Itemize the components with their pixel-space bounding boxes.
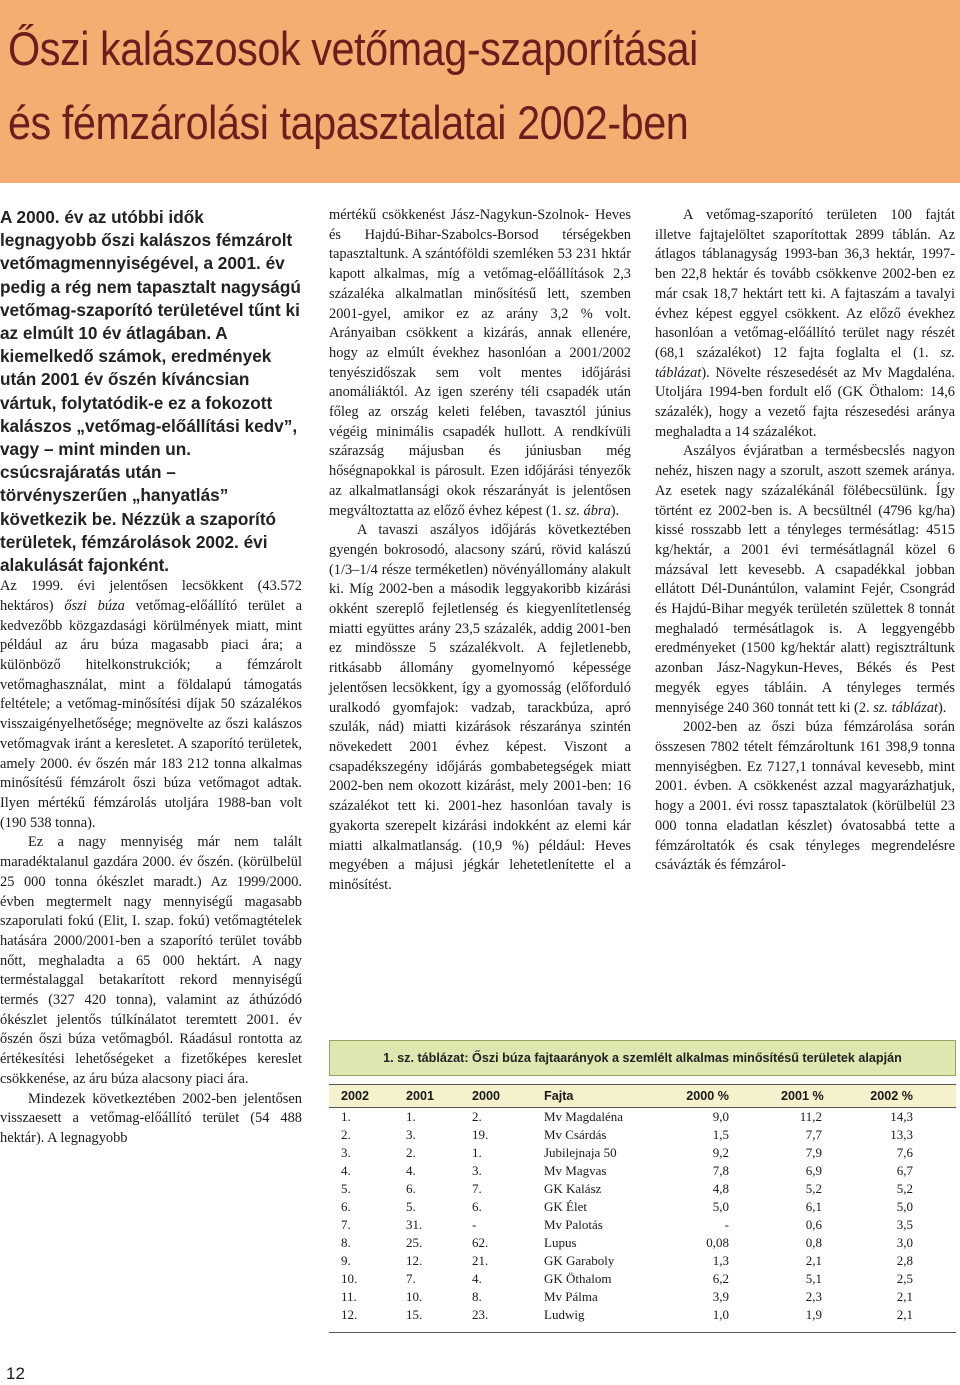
rank-2000: 3.: [472, 1163, 482, 1178]
lead-paragraph: A 2000. év az utóbbi idők legnagyobb őszi kalászos fémzárolt vetőmagmennyiségével, a 2001. év pedig a rég nem tapasztalt nagyságú vetőmag-szaporító területével tűnt ki az elmúlt 10 év átlagában. A kiemelkedő számok, eredmények után 2001 év őszén kíváncsian vártuk, folytatódik-e ez a fokozott kalászos „vetőmag-előállítási kedv”, vagy – mint minden un. csúcsrajáratás után – törvényszerűen „hanyatlás” következik be. Nézzük a szaporító területek, fémzárolások 2002. évi alakulását fajonként.: [0, 207, 301, 576]
variety-name: GK Kalász: [544, 1181, 602, 1196]
header-2002: 2002: [341, 1089, 370, 1103]
share-2001: 2,3: [805, 1289, 822, 1304]
rank-2001: 12.: [406, 1253, 423, 1268]
column-2: [329, 206, 631, 896]
variety-name: GK Öthalom: [544, 1271, 612, 1286]
table-row: [329, 1144, 956, 1162]
rank-2000: -: [472, 1217, 477, 1232]
header-variety: Fajta: [544, 1089, 574, 1103]
col1-paragraph-3: Mindezek következtében 2002-ben jelentősen visszaesett a vetőmag-előállító terület (54 488 hektár). A legnagyobb: [0, 1090, 302, 1146]
share-2000: 9,0: [712, 1109, 729, 1124]
variety-name: Mv Csárdás: [544, 1127, 607, 1142]
rank-2002: 5.: [341, 1181, 351, 1196]
variety-name: GK Élet: [544, 1199, 587, 1214]
table-row: [329, 1306, 956, 1324]
share-2002: 7,6: [896, 1145, 913, 1160]
share-2001: 5,2: [805, 1181, 822, 1196]
share-2002: 3,0: [896, 1235, 913, 1250]
title-banner: [0, 0, 960, 183]
rank-2000: 21.: [472, 1253, 489, 1268]
table-row: [329, 1108, 956, 1126]
share-2000: 5,0: [712, 1199, 729, 1214]
page-number: 12: [6, 1364, 25, 1383]
table-row: [329, 1234, 956, 1252]
variety-name: Jubilejnaja 50: [544, 1145, 617, 1160]
share-2002: 2,1: [896, 1307, 913, 1322]
rank-2001: 25.: [406, 1235, 423, 1250]
variety-name: Ludwig: [544, 1307, 585, 1322]
rank-2001: 4.: [406, 1163, 416, 1178]
rank-2001: 3.: [406, 1127, 416, 1142]
share-2002: 2,5: [896, 1271, 913, 1286]
col1-paragraph-2: Ez a nagy mennyiség már nem talált maradéktalanul gazdára 2000. év őszén. (körülbelül 25 000 tonna ókészlet maradt.) Az 1999/2000. évben megtermelt nagy mennyiségű magasabb szaporulati fokú (Elit, I. szap. fokú) vetőmagtételek hatására 2000/2001-ben a szaporító terület tovább nőtt, meghaladta a 65 000 hektárt. A nagy terméstalaggal betakarított rekord mennyiségű termés (327 420 tonna), valamint az áthúzódó ókészlet jelentős túlkínálatot teremtett 2001. év őszén őszi búza vetőmagból. Ráadásul rontotta az értékesítési lehetőségeket a fizetőképes kereslet csökkenése, az áru búza alacsony piaci ára.: [0, 834, 302, 1087]
table-row: [329, 1126, 956, 1144]
rank-2001: 2.: [406, 1145, 416, 1160]
rank-2002: 4.: [341, 1163, 351, 1178]
header-2000-percent: 2000 %: [686, 1089, 729, 1103]
rank-2002: 7.: [341, 1217, 351, 1232]
table-row: [329, 1252, 956, 1270]
rank-2000: 62.: [472, 1235, 489, 1250]
table-bottom-rule: [329, 1332, 956, 1333]
rank-2000: 23.: [472, 1307, 489, 1322]
rank-2002: 8.: [341, 1235, 351, 1250]
col3-paragraph-3: 2002-ben az őszi búza fémzárolása során összesen 7802 tételt fémzároltunk 161 398,9 tonna mennyiségben. Ez 7127,1 tonnával kevesebb, mint 2001. évben. A csökkenést azzal magyarázhatjuk, hogy a 2001. évi rossz tapasztalatok (körülbelül 23 000 tonna eladatlan készlet) óvatosabbá tette a fémzároltatók és csak tényleges megrendelésre csávázták és fémzárol-: [655, 719, 955, 874]
share-2001: 5,1: [805, 1271, 822, 1286]
variety-name: Mv Palotás: [544, 1217, 603, 1232]
share-2002: 5,2: [896, 1181, 913, 1196]
rank-2000: 8.: [472, 1289, 482, 1304]
table-row: [329, 1180, 956, 1198]
rank-2002: 1.: [341, 1109, 351, 1124]
share-2001: 0,6: [805, 1217, 822, 1232]
share-2002: 13,3: [890, 1127, 913, 1142]
share-2002: 6,7: [896, 1163, 913, 1178]
rank-2002: 6.: [341, 1199, 351, 1214]
share-2001: 0,8: [805, 1235, 822, 1250]
rank-2001: 31.: [406, 1217, 423, 1232]
col3-paragraph-2: Aszályos évjáratban a termésbecslés nagyon nehéz, hiszen nagy a szorult, aszott szemek aránya. Az esetek nagy százalékánál fölébecsülünk. Így történt ez 2002-ben is. A becsültnél (4796 kg/ha) kissé rosszabb lett a tényleges termésátlag: 4515 kg/hektár, a 2001 évi termésátlagnál közel 6 mázsával lett kevesebb. A csapadékkal jobban ellátott Dél-Dunántúlon, valamint Fejér, Csongrád és Hajdú-Bihar megyék területén születtek 8 tonnát meghaladó termésátlagok is. A leggyengébb eredményeket (1500 kg/hektár alatt) regisztráltunk azonban Jász-Nagykun-Heves, Békés és Pest megyék egyes tábláin. A tényleges termés mennyisége 240 360 tonnát tett ki (2. sz. táblázat).: [655, 443, 955, 716]
share-2001: 2,1: [805, 1253, 822, 1268]
share-2000: 1,3: [712, 1253, 729, 1268]
rank-2000: 7.: [472, 1181, 482, 1196]
table-row: [329, 1270, 956, 1288]
column-3: [655, 206, 955, 876]
rank-2002: 10.: [341, 1271, 358, 1286]
table-row: [329, 1198, 956, 1216]
share-2001: 1,9: [805, 1307, 822, 1322]
variety-name: GK Garaboly: [544, 1253, 615, 1268]
rank-2000: 19.: [472, 1127, 489, 1142]
variety-name: Mv Pálma: [544, 1289, 598, 1304]
rank-2002: 11.: [341, 1289, 357, 1304]
share-2000: 1,0: [712, 1307, 729, 1322]
table-title: 1. sz. táblázat: Őszi búza fajtaarányok a szemlélt alkalmas minősítésű területek alapján: [329, 1040, 956, 1076]
share-2000: 9,2: [712, 1145, 729, 1160]
share-2001: 7,9: [805, 1145, 822, 1160]
column-1: [0, 206, 302, 1149]
share-2000: 6,2: [712, 1271, 729, 1286]
rank-2002: 12.: [341, 1307, 358, 1322]
share-2000: -: [724, 1217, 729, 1232]
rank-2001: 15.: [406, 1307, 423, 1322]
share-2002: 14,3: [890, 1109, 913, 1124]
share-2002: 3,5: [896, 1217, 913, 1232]
share-2001: 6,1: [805, 1199, 822, 1214]
table-header-row: [329, 1084, 956, 1108]
variety-name: Mv Magdaléna: [544, 1109, 624, 1124]
table-row: [329, 1162, 956, 1180]
col3-paragraph-1: A vetőmag-szaporító területen 100 fajtát illetve fajtajelöltet szaporítottak 2899 táblán. Az átlagos táblanagyság 1993-ban 36,3 hektár, 1997-ben 22,8 hektár és tovább csökkenve 2002-ben ez már csak 18,7 hektárt tett ki. A fajtaszám a tavalyi évhez képest eggyel csökkent. Az előző évekhez hasonlóan a vetőmag-előállító terület nagy részét (68,1 százalékot) 12 fajta foglalta el (1. sz. táblázat). Növelte részesedését az Mv Magdaléna. Utoljára 1994-ben fordult elő (GK Öthalom: 14,6 százalék), hogy a vezető fajta részesedési aránya meghaladta a 14 százalékot.: [655, 207, 955, 440]
rank-2000: 6.: [472, 1199, 482, 1214]
share-2002: 5,0: [896, 1199, 913, 1214]
variety-share-table: [329, 1040, 956, 1336]
rank-2001: 1.: [406, 1109, 416, 1124]
header-2001: 2001: [406, 1089, 435, 1103]
article-title-line-2: és fémzárolási tapasztalatai 2002-ben: [8, 96, 689, 149]
header-2002-percent: 2002 %: [870, 1089, 913, 1103]
header-2000: 2000: [472, 1089, 501, 1103]
rank-2002: 9.: [341, 1253, 351, 1268]
share-2000: 0,08: [706, 1235, 729, 1250]
col2-paragraph-2: A tavaszi aszályos időjárás következtében gyengén bokrosodó, alacsony szárú, rövid kalászú (1/3–1/4 része terméketlen) növényállomány alakult ki. Míg 2002-ben a második leggyakoribb kizárási okként szereplő fejletlenség és kiegyenlítetlenség miatti együttes arány 23,5 százalék, addig 2001-ben ez mindössze 5 százalékvolt. A fejletlenebb, ritkásabb állomány gyomelnyomó képessége jelentősen lecsökkent, így a gyomosság (előforduló uralkodó gyomfajok: vadzab, tarackbúza, apró szulák, nád) miatti kizárások részaránya szintén növekedett 2001 évhez képest. Viszont a csapadékszegény időjárás gombabetegségek miatt 2002-ben nem okozott kizárást, mely 2001-ben: 16 százalékot tett ki. 2001-hez hasonlóan tavaly is gyakorta szerepelt kizárási indokként az elemi kár miatti alkalmatlanság. (10,9 %) például: Heves megyében a májusi jégkár lehetetlenítette el a minősítést.: [329, 522, 631, 893]
variety-name: Mv Magvas: [544, 1163, 607, 1178]
share-2002: 2,8: [896, 1253, 913, 1268]
rank-2000: 2.: [472, 1109, 482, 1124]
share-2001: 6,9: [805, 1163, 822, 1178]
rank-2001: 7.: [406, 1271, 416, 1286]
rank-2001: 6.: [406, 1181, 416, 1196]
rank-2001: 10.: [406, 1289, 423, 1304]
variety-name: Lupus: [544, 1235, 577, 1250]
rank-2002: 3.: [341, 1145, 351, 1160]
rank-2000: 1.: [472, 1145, 482, 1160]
table-row: [329, 1216, 956, 1234]
article-title: [8, 12, 839, 160]
col2-paragraph-1: mértékű csökkenést Jász-Nagykun-Szolnok- Heves és Hajdú-Bihar-Szabolcs-Borsod térségekben tapasztaltunk. A szántóföldi szemléken 53 231 hktár kapott alkalmas, míg a vetőmag-előállítások 2,3 százaléka alkalmatlan minősítésű lett, szemben 2001-gyel, amikor ez az arány 3,2 % volt. Arányaiban csökkent a kizárás, annak ellenére, hogy az elmúlt évekhez hasonlóan a 2001/2002 tenyészidőszak sem volt mentes időjárási anomáliáktól. Az igen szerény téli csapadék után főleg az ország keleti felében, tavasztól június végéig minimális csapadék hullott. A rendkívüli szárazság májusban és júniusban még hőségnapokkal is párosult. Ezen időjárási tényezők az alkalmatlansági okok részarányát is jelentősen megváltoztatta az előző évhez képest (1. sz. ábra).: [329, 207, 631, 519]
share-2000: 1,5: [712, 1127, 729, 1142]
header-2001-percent: 2001 %: [781, 1089, 824, 1103]
rank-2000: 4.: [472, 1271, 482, 1286]
table-body: [329, 1108, 956, 1324]
rank-2002: 2.: [341, 1127, 351, 1142]
rank-2001: 5.: [406, 1199, 416, 1214]
article-title-line-1: Őszi kalászosok vetőmag-szaporításai: [8, 22, 698, 75]
share-2000: 4,8: [712, 1181, 729, 1196]
share-2001: 7,7: [805, 1127, 822, 1142]
col1-paragraph-1: Az 1999. évi jelentősen lecsökkent (43.572 hektáros) őszi búza vetőmag-előállító terület a kedvezőbb közgazdasági körülmények miatt, mint például az áru búza magasabb piaci ára; a különböző hitelkonstrukciók; a fémzárolt vetőmaghasználat, mint a földalapú támogatás feltétele; a vetőmag-minősítési díjak 50 százalékos visszaigényelhetősége; megnövelte az őszi kalászos vetőmagvak iránt a keresletet. A szaporító területek, amely 2000. év őszén már 183 212 tonna alkalmas minősítésű fémzárolt őszi búza vetőmagot adtak. Ilyen mértékű fémzárolás utoljára 1988-ban volt (190 538 tonna).: [0, 578, 302, 831]
table-row: [329, 1288, 956, 1306]
share-2001: 11,2: [799, 1109, 822, 1124]
share-2000: 7,8: [712, 1163, 729, 1178]
share-2000: 3,9: [712, 1289, 729, 1304]
share-2002: 2,1: [896, 1289, 913, 1304]
